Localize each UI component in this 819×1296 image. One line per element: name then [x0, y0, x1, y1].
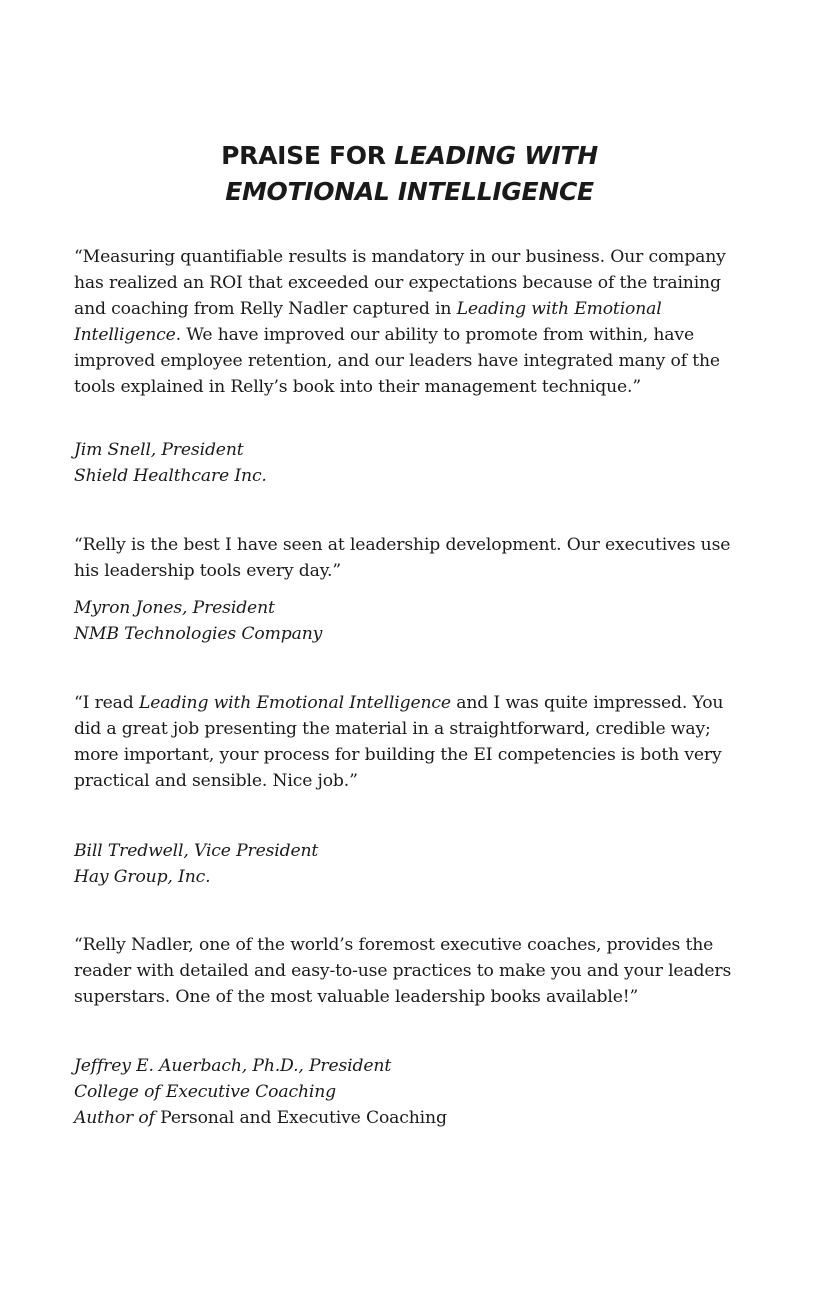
attribution-org: Hay Group, Inc. [74, 867, 211, 887]
testimonial-quote-4 [74, 932, 754, 1010]
attribution-name: Bill Tredwell, Vice President [74, 841, 319, 861]
quote-book-title: Leading with Emotional Intelligence [74, 299, 662, 345]
quote-text: “I read [74, 693, 139, 713]
testimonial-attribution-3 [74, 838, 754, 890]
attribution-org: College of Executive Coaching [74, 1082, 336, 1102]
title-italic-line2: EMOTIONAL INTELLIGENCE [225, 177, 594, 206]
attribution-name: Jim Snell, President [74, 440, 244, 460]
author-book-title: Personal and Executive Coaching [160, 1108, 447, 1128]
author-prefix: Author of [74, 1108, 161, 1128]
page-title [0, 138, 819, 210]
attribution-author-line [74, 1105, 754, 1131]
quote-text: . We have improved our ability to promote from within, have improved employee retention, and our leaders have integrated many of the tools explained in Relly’s book into their management technique.” [74, 325, 720, 397]
attribution-org: NMB Technologies Company [74, 624, 323, 644]
testimonial-attribution-1 [74, 437, 754, 489]
quote-text: “Relly Nadler, one of the world’s foremost executive coaches, provides the reader with detailed and easy-to-use practices to make you and your leaders superstars. One of the most valuable leadership books available!” [74, 935, 732, 1007]
quote-text: “Relly is the best I have seen at leadership development. Our executives use his leadership tools every day.” [74, 535, 731, 581]
title-prefix: PRAISE FOR [221, 141, 395, 170]
testimonial-attribution-2 [74, 595, 754, 647]
quote-book-title: Leading with Emotional Intelligence [138, 693, 451, 713]
testimonial-attribution-4 [74, 1053, 754, 1131]
quote-text: and I was quite impressed. You did a great job presenting the material in a straightforward, credible way; more important, your process for building the EI competencies is both very practical and sensible. Nice job.” [74, 693, 724, 791]
testimonial-quote-1 [74, 244, 754, 400]
title-italic-line1: LEADING WITH [394, 141, 598, 170]
attribution-org: Shield Healthcare Inc. [74, 466, 267, 486]
attribution-name: Jeffrey E. Auerbach, Ph.D., President [74, 1056, 392, 1076]
quote-text: “Measuring quantifiable results is mandatory in our business. Our company has realized an ROI that exceeded our expectations because of the training and coaching from Relly Nadler captured in [74, 247, 726, 319]
attribution-name: Myron Jones, President [74, 598, 275, 618]
testimonial-quote-3 [74, 690, 754, 794]
testimonial-quote-2 [74, 532, 754, 584]
